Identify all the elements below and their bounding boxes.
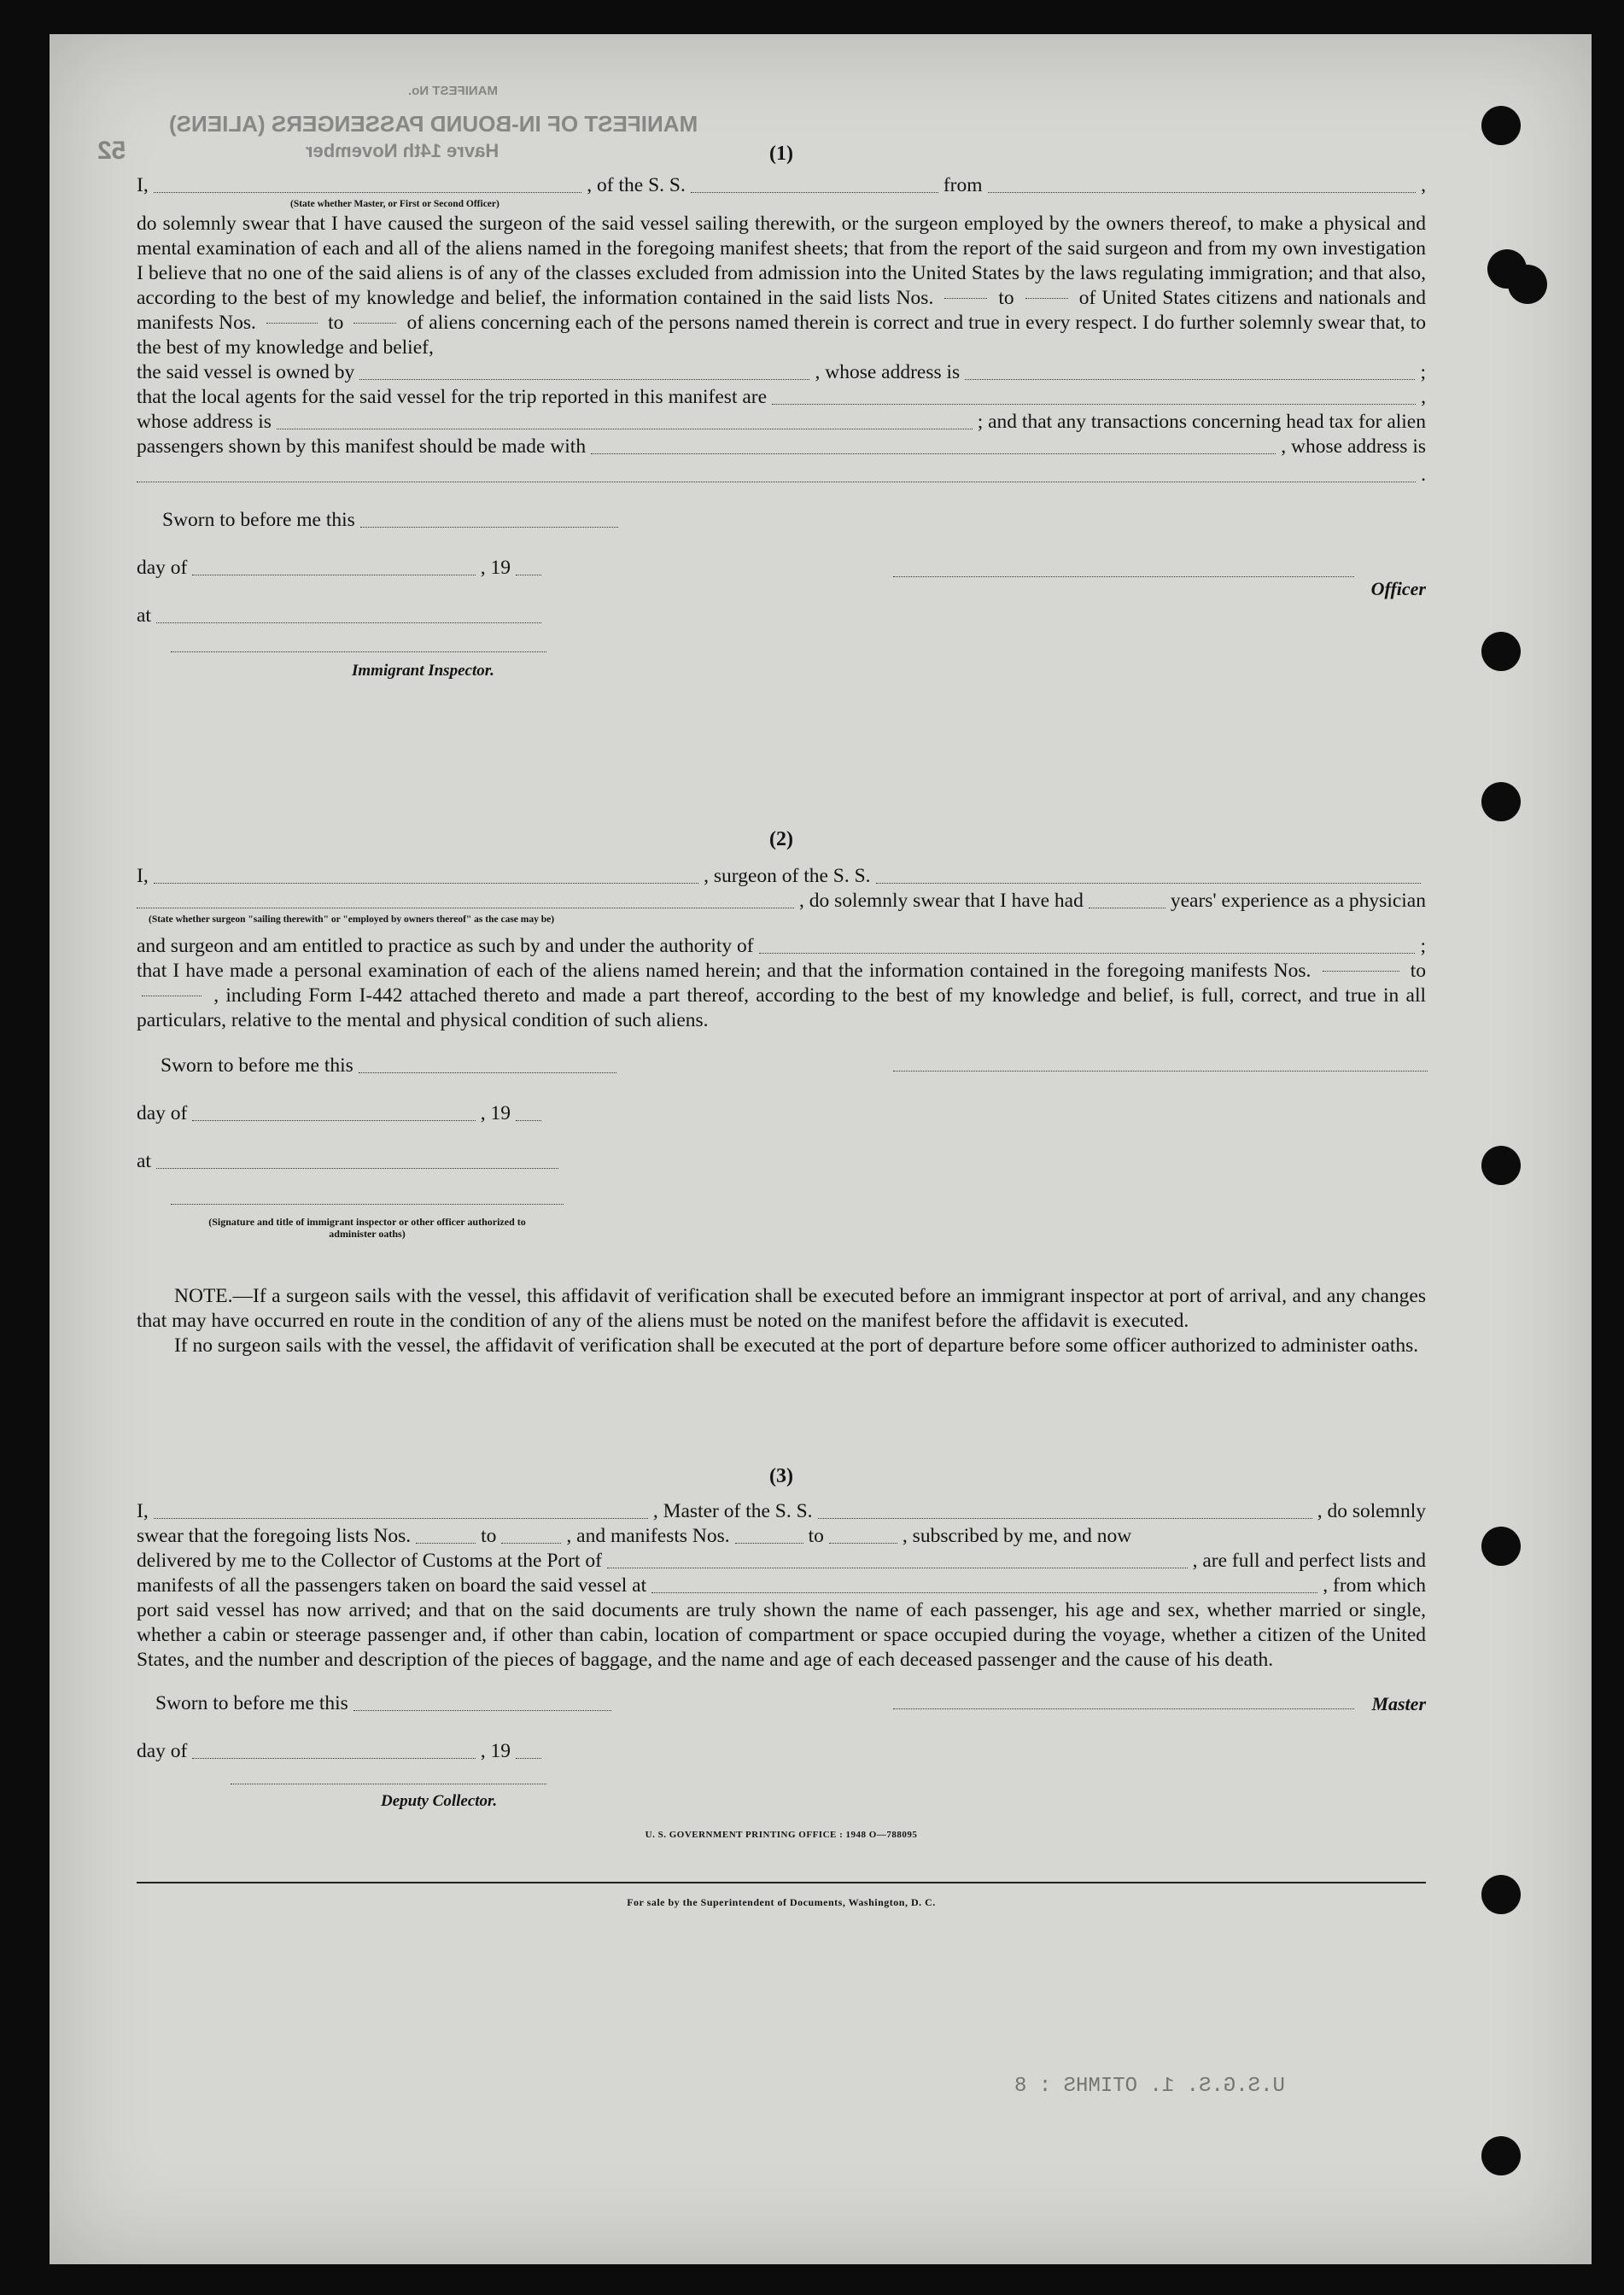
s1-whose-address-3: , whose address is bbox=[1281, 435, 1426, 458]
s3-departure-field[interactable] bbox=[651, 1592, 1317, 1593]
s2-day-field[interactable] bbox=[192, 1120, 475, 1121]
s2-caption: (State whether surgeon "sailing therewith" or "employed by owners thereof" as the case may be) bbox=[149, 914, 555, 925]
s1-local-agents: that the local agents for the said vessel for the trip reported in this manifest are bbox=[137, 386, 768, 408]
s1-address-line bbox=[137, 410, 1426, 435]
s3-subscribed: , subscribed by me, and now bbox=[902, 1525, 1132, 1547]
s3-sworn: Sworn to before me this bbox=[155, 1692, 348, 1714]
s3-year-field[interactable] bbox=[516, 1758, 541, 1759]
s3-i: I, bbox=[137, 1500, 149, 1522]
s3-deputy-label: Deputy Collector. bbox=[381, 1792, 498, 1810]
s2-surgeon-field[interactable] bbox=[154, 883, 698, 884]
s2-surgeon-sign-line[interactable] bbox=[893, 1071, 1428, 1072]
s2-year-field[interactable] bbox=[516, 1120, 541, 1121]
s2-sworn-field[interactable] bbox=[359, 1072, 616, 1073]
s1-inspector-label: Immigrant Inspector. bbox=[352, 662, 494, 680]
s1-from: from bbox=[943, 174, 983, 196]
s2-at-row bbox=[137, 1149, 564, 1174]
s3-full-perfect: , are full and perfect lists and bbox=[1192, 1550, 1426, 1572]
s1-para1b: of United States citizens and nationals and manifests Nos. bbox=[137, 287, 1427, 334]
s2-para-text: that I have made a personal examination of each of the aliens named herein; and that the information contained in the foregoing manifests Nos. bbox=[137, 960, 1311, 982]
s2-sworn: Sworn to before me this bbox=[161, 1054, 353, 1077]
s1-manifests-to[interactable] bbox=[353, 323, 396, 324]
s3-sign-block bbox=[137, 1691, 1426, 1819]
s3-delivered: delivered by me to the Collector of Customs at the Port of bbox=[137, 1550, 602, 1572]
s3-manifests-all: manifests of all the passengers taken on board the said vessel at bbox=[137, 1574, 647, 1597]
s1-at-row bbox=[137, 604, 546, 628]
s1-i: I, bbox=[137, 174, 149, 196]
s1-at-field[interactable] bbox=[156, 622, 541, 623]
s1-owner-address-field[interactable] bbox=[965, 379, 1415, 380]
s3-day-of: day of bbox=[137, 1740, 188, 1762]
s1-officer-label: Officer bbox=[1370, 578, 1426, 599]
s3-lists-to[interactable] bbox=[501, 1543, 561, 1544]
s1-line1: I, , of the S. S. from , bbox=[137, 174, 1427, 196]
s1-whose-address-2: whose address is bbox=[137, 411, 272, 433]
binder-hole bbox=[1481, 1146, 1521, 1185]
s1-to: to bbox=[998, 287, 1014, 309]
s1-blank-line: . bbox=[137, 463, 1426, 488]
s2-line2 bbox=[137, 889, 1426, 914]
s2-sig-caption: (Signature and title of immigrant inspector or other officer authorized to administer oaths) bbox=[208, 1216, 526, 1240]
s2-years: years' experience as a physician bbox=[1170, 890, 1426, 912]
s1-para1: do solemnly swear that I have caused the surgeon of the said vessel sailing therewith, or the surgeon employed by the owners thereof, to make a physical and mental examination of each and all of the aliens named in the foregoing manifest sheets; that from the report of the said surgeon and from my own investigation I believe that no one of the said aliens is of any of the classes excluded from admission into the United States by the laws regulating immigration; and that also, according to the best of my knowledge and belief, the information contained in the said lists Nos. bbox=[137, 213, 1426, 309]
s2-sign-block bbox=[137, 1054, 1426, 1284]
s1-of-ss: , of the S. S. bbox=[587, 174, 686, 196]
s3-line3 bbox=[137, 1549, 1426, 1574]
s1-para1c: of aliens concerning each of the persons named therein is correct and true in every respect. I do further solemnly swear that, to the best of my knowledge and belief, bbox=[137, 312, 1427, 359]
s1-passengers-line bbox=[137, 435, 1426, 459]
reversed-title: MANIFEST OF IN-BOUND PASSENGERS (ALIENS) bbox=[169, 111, 698, 137]
s2-to: to bbox=[1410, 960, 1426, 982]
s2-note2: If no surgeon sails with the vessel, the affidavit of verification shall be executed at the port of departure before some officer authorized to administer oaths. bbox=[174, 1334, 1419, 1357]
s3-to-2: to bbox=[808, 1525, 824, 1547]
s3-year: , 19 bbox=[480, 1740, 511, 1762]
for-sale-note: For sale by the Superintendent of Documents, Washington, D. C. bbox=[627, 1896, 936, 1908]
reversed-port-date: Havre 14th November bbox=[306, 140, 499, 161]
s3-manifests-from[interactable] bbox=[735, 1543, 803, 1544]
s3-from-which: , from which bbox=[1323, 1574, 1426, 1597]
s3-swear-lists: swear that the foregoing lists Nos. bbox=[137, 1525, 412, 1547]
s1-day-row bbox=[137, 556, 546, 581]
s2-authority-field[interactable] bbox=[759, 953, 1416, 954]
binder-hole bbox=[1481, 1527, 1521, 1566]
s1-whose-address-1: , whose address is bbox=[815, 361, 961, 383]
s1-agents-field[interactable] bbox=[772, 404, 1416, 405]
affidavit-content bbox=[137, 137, 1426, 1915]
s1-year: , 19 bbox=[480, 557, 511, 579]
s1-owned-line: the said vessel is owned by , whose address is ; bbox=[137, 361, 1426, 383]
s2-sworn-row bbox=[161, 1054, 622, 1078]
s1-headtax-field[interactable] bbox=[591, 453, 1276, 454]
s1-sign-block bbox=[137, 508, 1426, 721]
s1-officer-sign-line[interactable] bbox=[893, 576, 1354, 577]
s3-line1 bbox=[137, 1499, 1426, 1524]
s2-manifests-from[interactable] bbox=[1323, 971, 1399, 972]
s3-manifests-to[interactable] bbox=[829, 1543, 897, 1544]
s2-ship-field[interactable] bbox=[876, 883, 1421, 884]
printing-office: U. S. GOVERNMENT PRINTING OFFICE : 1948 O—788095 bbox=[645, 1830, 918, 1840]
binder-hole bbox=[1481, 632, 1521, 671]
binder-hole bbox=[1481, 2136, 1521, 2175]
s3-master-sign-line[interactable] bbox=[893, 1708, 1354, 1709]
s1-lists-to[interactable] bbox=[1025, 298, 1068, 299]
s2-swear: , do solemnly swear that I have had bbox=[799, 890, 1084, 912]
s2-authority-line: and surgeon and am entitled to practice as such by and under the authority of ; bbox=[137, 935, 1426, 957]
s1-owner-field[interactable] bbox=[359, 379, 809, 380]
s3-to-1: to bbox=[481, 1525, 497, 1547]
section-3-number: (3) bbox=[769, 1465, 793, 1487]
s2-at-field[interactable] bbox=[156, 1168, 558, 1169]
s2-including: , including Form I-442 attached thereto and made a part thereof, according to the best of my knowledge and belief, is full, correct, and true in all particulars, relative to the mental and physical condition of such aliens. bbox=[137, 984, 1427, 1031]
s1-lists-from[interactable] bbox=[944, 298, 987, 299]
s3-sworn-row bbox=[155, 1691, 616, 1716]
s1-sworn-field[interactable] bbox=[360, 527, 618, 528]
s3-do-solemnly: , do solemnly bbox=[1317, 1500, 1426, 1522]
s1-agents-line: that the local agents for the said vessel for the trip reported in this manifest are , bbox=[137, 386, 1426, 408]
s1-officer-field[interactable] bbox=[154, 192, 582, 193]
s3-lists-from[interactable] bbox=[416, 1543, 476, 1544]
s1-sworn-row bbox=[162, 508, 623, 533]
s3-master-label: Master bbox=[1371, 1693, 1426, 1714]
s2-i: I, bbox=[137, 865, 149, 887]
reversed-sheet-no: 52 bbox=[97, 137, 126, 165]
s2-para bbox=[137, 959, 1426, 1033]
s2-note: NOTE.—If a surgeon sails with the vessel, this affidavit of verification shall be executed before an immigrant inspector at port of arrival, and any changes that may have occurred en route in the condition of any of the aliens must be noted on the manifest before the affidavit is executed. bbox=[137, 1285, 1426, 1332]
s1-to-2: to bbox=[328, 312, 344, 334]
s2-inspector-line[interactable] bbox=[171, 1204, 564, 1205]
s2-at: at bbox=[137, 1150, 151, 1172]
s1-day-of: day of bbox=[137, 557, 188, 579]
reversed-manifest-no: MANIFEST No. bbox=[408, 84, 498, 98]
s1-para bbox=[137, 212, 1426, 360]
s1-manifests-from[interactable] bbox=[266, 323, 318, 324]
s2-authority: and surgeon and am entitled to practice as such by and under the authority of bbox=[137, 935, 754, 957]
s1-transactions: ; and that any transactions concerning head tax for alien bbox=[977, 411, 1426, 433]
binder-hole bbox=[1508, 265, 1547, 304]
s3-line2 bbox=[137, 1524, 1426, 1549]
s1-inspector-line[interactable] bbox=[171, 651, 546, 652]
s1-sworn: Sworn to before me this bbox=[162, 509, 355, 531]
s3-and-manifests: , and manifests Nos. bbox=[566, 1525, 730, 1547]
s1-from-field[interactable] bbox=[988, 192, 1417, 193]
s2-year: , 19 bbox=[480, 1102, 511, 1124]
s3-para: port said vessel has now arrived; and that on the said documents are truly shown the name of each passenger, his age and sex, whether married or single, whether a cabin or steerage passenger and, if other than cabin, location of compartment or space occupied during the voyage, whether a citizen of the United States, and the number and description of the pieces of baggage, and the name and age of each deceased passenger and the cause of his death. bbox=[137, 1599, 1426, 1671]
s1-ship-field[interactable] bbox=[691, 192, 938, 193]
s1-at: at bbox=[137, 604, 151, 627]
s3-day-row bbox=[137, 1739, 546, 1764]
s2-day-row bbox=[137, 1101, 546, 1126]
s3-master-of: , Master of the S. S. bbox=[652, 1500, 813, 1522]
binder-hole bbox=[1481, 106, 1521, 145]
s3-sworn-field[interactable] bbox=[353, 1710, 611, 1711]
s1-owned-by: the said vessel is owned by bbox=[137, 361, 355, 383]
s3-day-field[interactable] bbox=[192, 1758, 475, 1759]
s3-ship-field[interactable] bbox=[818, 1518, 1312, 1519]
s1-passengers: passengers shown by this manifest should be made with bbox=[137, 435, 587, 458]
margin-stamp: U.S.G.S. 1. OTIMHS : 8 bbox=[1014, 2075, 1285, 2098]
footer-rule bbox=[137, 1882, 1426, 1883]
section-2-number: (2) bbox=[769, 828, 793, 850]
s3-line4 bbox=[137, 1574, 1426, 1598]
binder-hole bbox=[1481, 782, 1521, 821]
section-1-number: (1) bbox=[769, 143, 793, 165]
binder-hole bbox=[1481, 1875, 1521, 1914]
s2-line1 bbox=[137, 864, 1426, 889]
s2-surgeon-of: , surgeon of the S. S. bbox=[704, 865, 871, 887]
s1-caption: (State whether Master, or First or Second Officer) bbox=[290, 199, 499, 209]
s3-master-field[interactable] bbox=[154, 1518, 648, 1519]
s2-day-of: day of bbox=[137, 1102, 188, 1124]
